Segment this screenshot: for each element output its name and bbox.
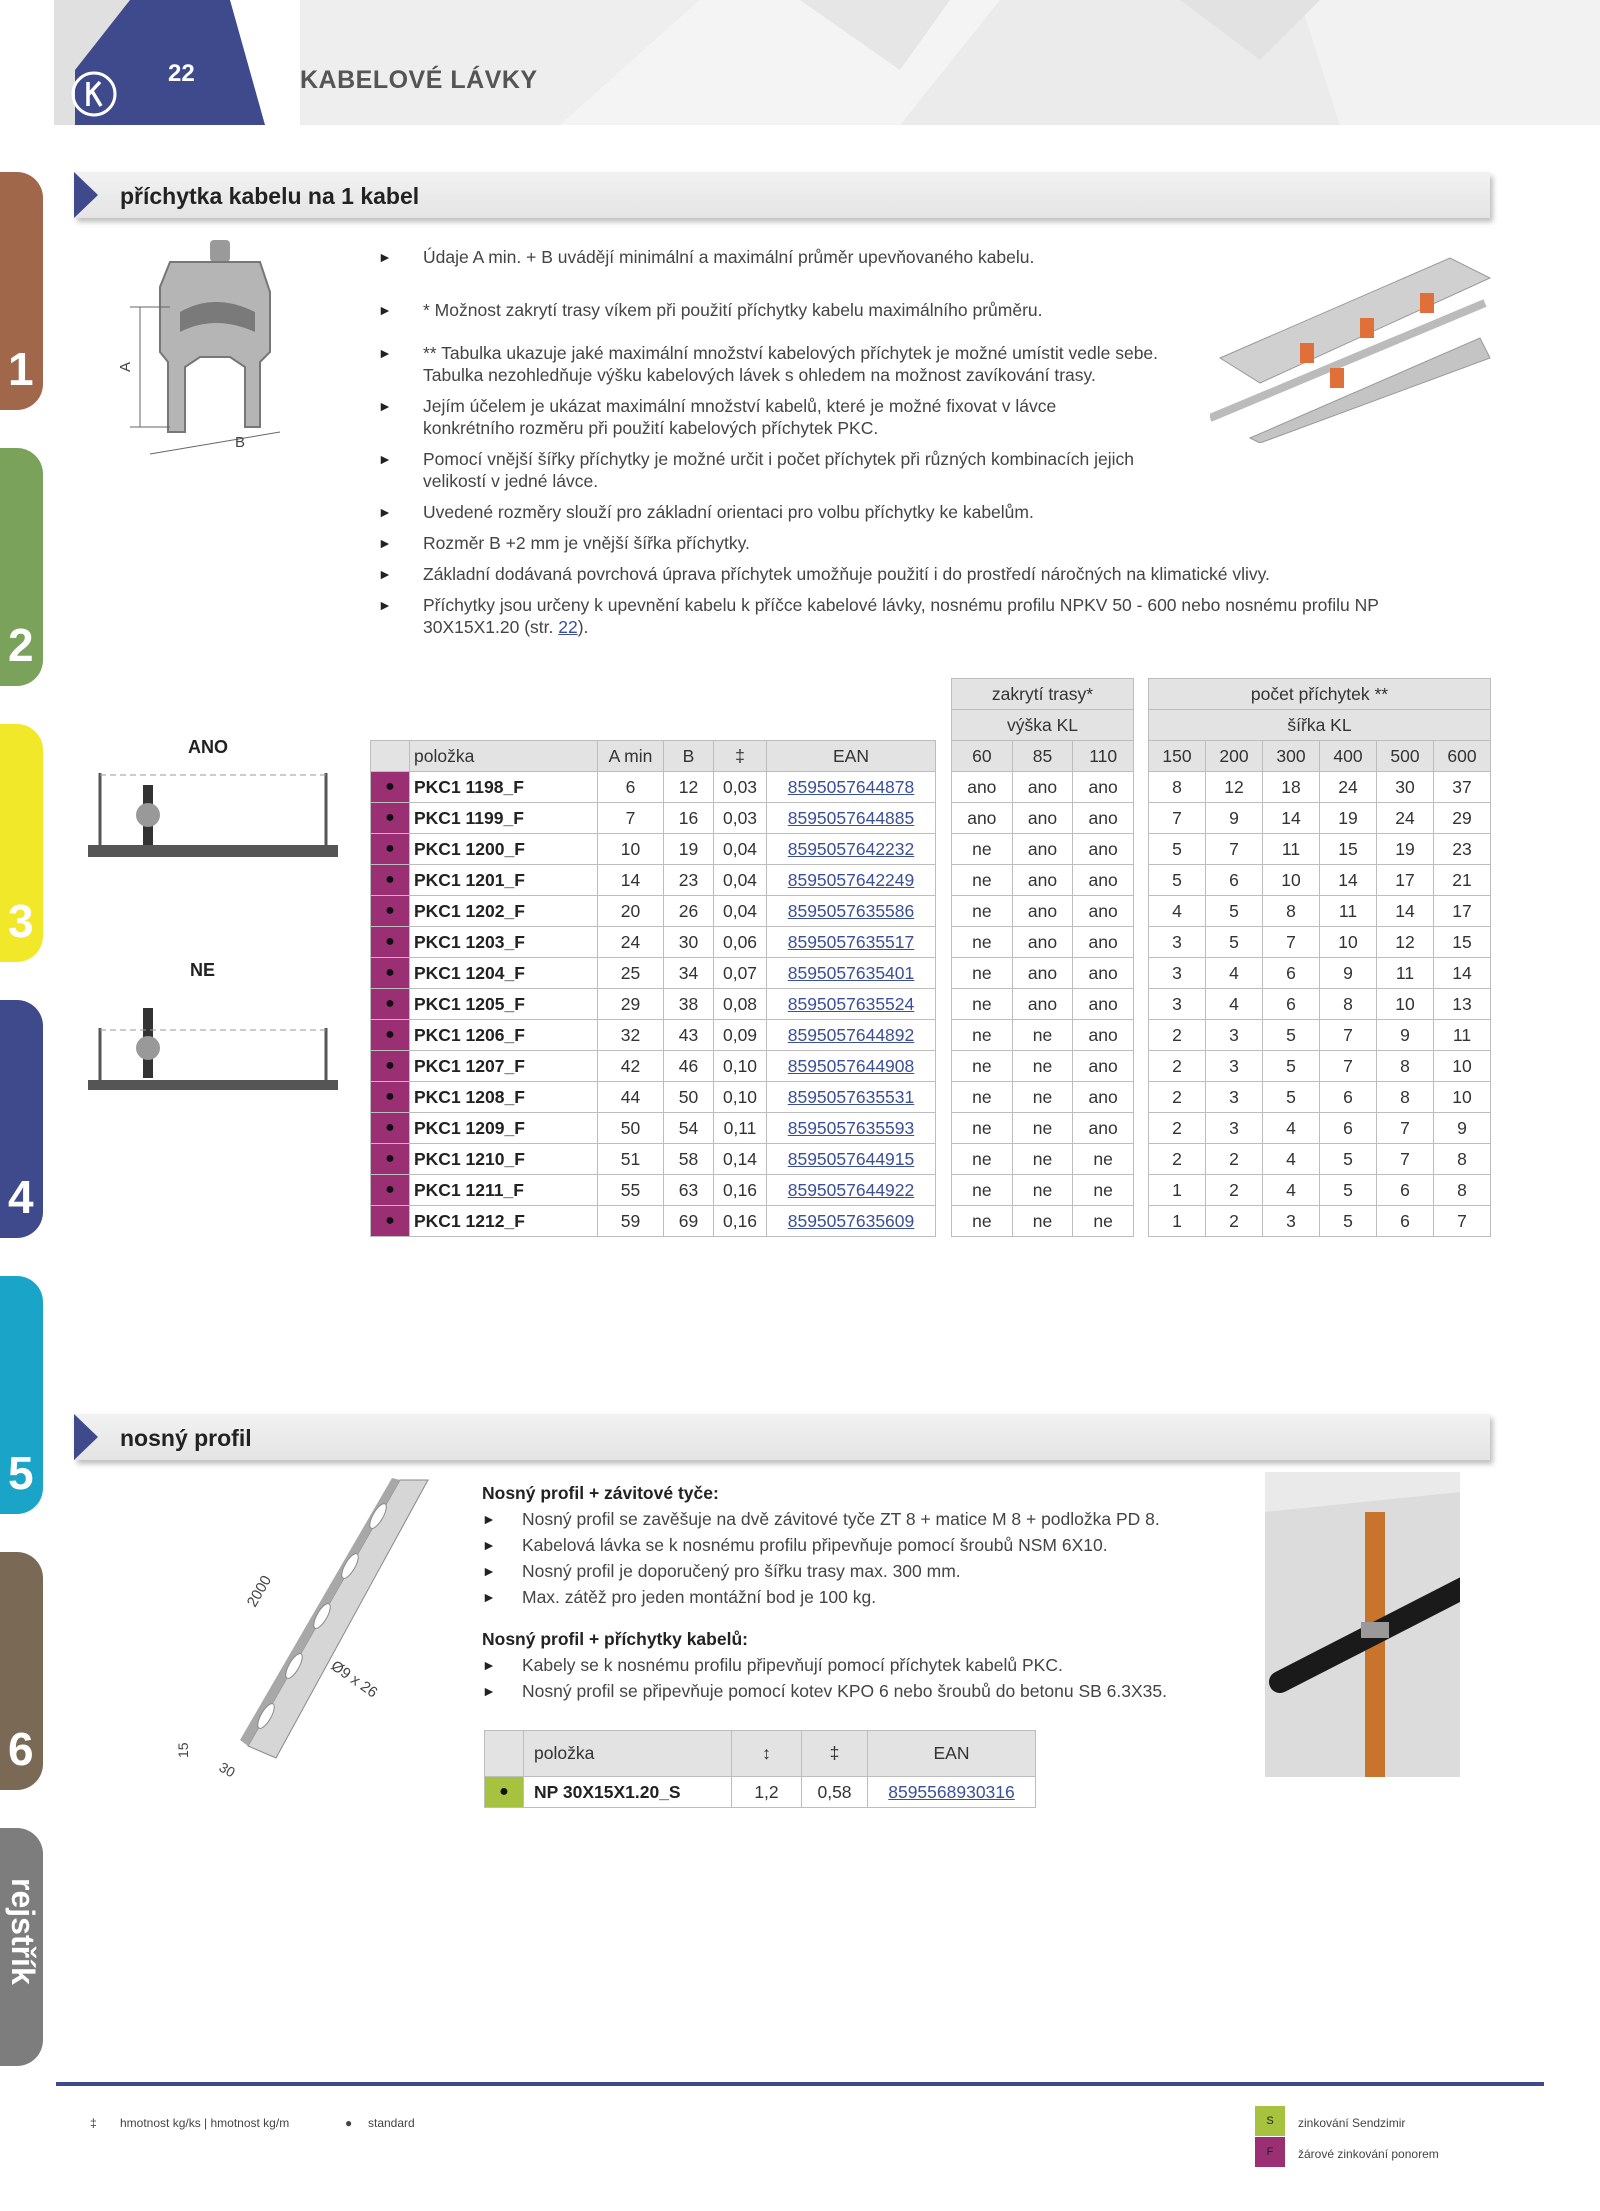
table-row: ne ne ano [952,1113,1134,1144]
note-item: ► Kabely se k nosnému profilu připevňují pomocí příchytek kabelů PKC. [482,1652,1242,1678]
weight-legend: hmotnost kg/ks | hmotnost kg/m [120,2116,290,2130]
cable-clip-drawing [110,232,290,467]
dim-b-label: B [235,434,246,451]
support-profile-notes [482,1480,1242,1704]
table-row: ● PKC1 1199_F 7 16 0,03 8595057644885 [371,803,936,834]
table-row: 3 4 6 8 10 13 [1149,989,1491,1020]
finish-marker: ● [371,1113,410,1144]
finish-marker: ● [371,1051,410,1082]
table-row: ● PKC1 1209_F 50 54 0,11 8595057635593 [371,1113,936,1144]
col-b: B [664,741,714,772]
note-item: ► Pomocí vnější šířky příchytky je možné určit i počet příchytek při různých kombinacích jejich velikostí v jedné lávce. [378,448,1178,501]
height-60: 60 [952,741,1013,772]
ean-link[interactable]: 8595057635401 [787,962,915,983]
table-row: ● PKC1 1201_F 14 23 0,04 8595057642249 [371,865,936,896]
support-profile-drawing [160,1478,440,1788]
table-row: ● PKC1 1208_F 44 50 0,10 8595057635531 [371,1082,936,1113]
section-header-support-profile [74,1414,1490,1460]
section-title: příchytka kabelu na 1 kabel [120,183,420,209]
col-ean: EAN [868,1731,1036,1777]
finish-marker: ● [371,896,410,927]
note-item: ► Údaje A min. + B uvádějí minimální a maximální průměr upevňovaného kabelu. [378,246,1438,299]
page-title: KABELOVÉ LÁVKY [300,66,538,94]
table-row: ne ne ne [952,1175,1134,1206]
ean-link[interactable]: 8595057635586 [787,900,915,921]
finish-marker: ● [371,772,410,803]
cover-header: zakrytí trasy* [952,679,1134,710]
finish-marker: ● [371,1082,410,1113]
legend-f-swatch: F [1255,2137,1285,2167]
profile-product-table [484,1730,1036,1808]
ean-link[interactable]: 8595057642232 [787,838,915,859]
table-row: 8 12 18 24 30 37 [1149,772,1491,803]
col-length: ↕ [732,1731,802,1777]
table-row: 5 7 11 15 19 23 [1149,834,1491,865]
label-yes: ANO [188,737,228,757]
dim-length: 2000 [243,1572,276,1610]
table-row: 7 9 14 19 24 29 [1149,803,1491,834]
table-row: ● PKC1 1207_F 42 46 0,10 8595057644908 [371,1051,936,1082]
width-150: 150 [1149,741,1206,772]
note-item: ► * Možnost zakrytí trasy víkem při použití příchytky kabelu maximálního průměru. [378,299,1438,342]
ean-link[interactable]: 8595057635517 [787,931,915,952]
col-weight: ‡ [802,1731,868,1777]
height-header: výška KL [952,710,1134,741]
table-row: ano ano ano [952,772,1134,803]
table-row: ne ano ano [952,958,1134,989]
table-row: 5 6 10 14 17 21 [1149,865,1491,896]
table-row: 2 2 4 5 7 8 [1149,1144,1491,1175]
count-header: počet příchytek ** [1149,679,1491,710]
finish-marker: ● [371,834,410,865]
table-row: ● PKC1 1212_F 59 69 0,16 8595057635609 [371,1206,936,1237]
ean-link[interactable]: 8595057644878 [787,776,915,797]
ean-link[interactable]: 8595057635593 [787,1117,915,1138]
height-110: 110 [1073,741,1134,772]
table-row: ● NP 30X15X1.20_S 1,2 0,58 8595568930316 [485,1777,1036,1808]
finish-marker: ● [371,1020,410,1051]
ean-link[interactable]: 8595057644915 [787,1148,915,1169]
table-row: ● PKC1 1198_F 6 12 0,03 8595057644878 [371,772,936,803]
note-item: ► Rozměr B +2 mm je vnější šířka příchytky. [378,532,1438,563]
weight-symbol: ‡ [90,2116,97,2130]
table-row: ne ne ne [952,1144,1134,1175]
table-row: ● PKC1 1206_F 32 43 0,09 8595057644892 [371,1020,936,1051]
dim-width: 30 [216,1758,238,1781]
table-row: ano ano ano [952,803,1134,834]
ean-link[interactable]: 8595057644908 [787,1055,915,1076]
table-row: ● PKC1 1211_F 55 63 0,16 8595057644922 [371,1175,936,1206]
table-row: 1 2 3 5 6 7 [1149,1206,1491,1237]
note-item: ► Základní dodávaná povrchová úprava příchytek umožňuje použití i do prostředí náročných na klimatické vlivy. [378,563,1438,594]
note-item: ► Příchytky jsou určeny k upevnění kabelu k příčce kabelové lávky, nosnému profilu NPKV 50 - 600 nebo nosnému profilu NP 30X15X1.20 (str. 22). [378,594,1438,638]
note-item: ► Kabelová lávka se k nosnému profilu připevňuje pomocí šroubů NSM 6X10. [482,1532,1242,1558]
table-row: ne ne ano [952,1082,1134,1113]
footer-divider [56,2082,1544,2086]
table-row: 3 4 6 9 11 14 [1149,958,1491,989]
width-header: šířka KL [1149,710,1491,741]
side-tab-4[interactable]: 4 [0,1000,43,1238]
table-row: 1 2 4 5 6 8 [1149,1175,1491,1206]
note-item: ► Nosný profil se připevňuje pomocí kotev KPO 6 nebo šroubů do betonu SB 6.3X35. [482,1678,1242,1704]
ean-link[interactable]: 8595057635609 [787,1210,915,1231]
finish-marker: ● [371,803,410,834]
dim-hole: Ø9 x 26 [327,1657,381,1702]
table-row: ne ne ano [952,1020,1134,1051]
col-ean: EAN [767,741,936,772]
cover-table [951,678,1134,1237]
table-row: ne ne ne [952,1206,1134,1237]
ean-link[interactable]: 8595057644922 [787,1179,915,1200]
page-header [0,0,1600,125]
table-row: ● PKC1 1204_F 25 34 0,07 8595057635401 [371,958,936,989]
table-row: ne ano ano [952,989,1134,1020]
side-tab-index[interactable]: rejstřík [0,1828,43,2066]
group1-title: Nosný profil + závitové tyče: [482,1483,719,1503]
dim-a-label: A [117,361,134,372]
legend-s-swatch: S [1255,2106,1285,2136]
table-row: ● PKC1 1202_F 20 26 0,04 8595057635586 [371,896,936,927]
note-item: ► Max. zátěž pro jeden montážní bod je 100 kg. [482,1584,1242,1610]
finish-marker: ● [371,865,410,896]
clip-product-table [370,740,936,1237]
page-number: 22 [168,60,195,87]
table-row: 2 3 5 7 9 11 [1149,1020,1491,1051]
installation-photo [1265,1472,1460,1777]
ean-link[interactable]: 8595057644885 [787,807,915,828]
side-tab-6[interactable]: 6 [0,1552,43,1790]
note-item: ► Jejím účelem je ukázat maximální množství kabelů, které je možné fixovat v lávce konkrétního rozměru při použití kabelových příchytek PKC. [378,395,1138,448]
col-amin: A min [598,741,664,772]
section-header-cable-clip [74,172,1490,218]
ean-link[interactable]: 8595057635531 [787,1086,915,1107]
ean-link[interactable]: 8595057635524 [787,993,915,1014]
section-title: nosný profil [120,1425,252,1451]
finish-marker: ● [371,1144,410,1175]
height-85: 85 [1012,741,1073,772]
legend-f-text: žárové zinkování ponorem [1298,2147,1439,2161]
finish-marker: ● [371,958,410,989]
table-row: ne ne ano [952,1051,1134,1082]
tray-section-yes [88,765,338,875]
table-row: ● PKC1 1203_F 24 30 0,06 8595057635517 [371,927,936,958]
note-item: ► ** Tabulka ukazuje jaké maximální množství kabelových příchytek je možné umístit vedle sebe. Tabulka nezohledňuje výšku kabelových lávek s ohledem na možnost zavíkování trasy. [378,342,1198,395]
note-item: ► Nosný profil se zavěšuje na dvě závitové tyče ZT 8 + matice M 8 + podložka PD 8. [482,1506,1242,1532]
count-table [1148,678,1491,1237]
table-row: 3 5 7 10 12 15 [1149,927,1491,958]
ean-link[interactable]: 8595057642249 [787,869,915,890]
finish-marker: ● [371,927,410,958]
table-row: ne ano ano [952,927,1134,958]
cable-clip-notes [378,246,1438,638]
standard-legend: standard [368,2116,415,2130]
col-item: položka [410,741,598,772]
width-400: 400 [1320,741,1377,772]
finish-marker: ● [371,1175,410,1206]
side-tab-2[interactable]: 2 [0,448,43,686]
table-row: 2 3 4 6 7 9 [1149,1113,1491,1144]
width-200: 200 [1206,741,1263,772]
side-tab-5[interactable]: 5 [0,1276,43,1514]
dim-height: 15 [175,1742,191,1758]
note-item: ► Uvedené rozměry slouží pro základní orientaci pro volbu příchytky ke kabelům. [378,501,1438,532]
page-link[interactable]: 22 [558,617,578,637]
width-500: 500 [1377,741,1434,772]
table-row: ● PKC1 1200_F 10 19 0,04 8595057642232 [371,834,936,865]
table-row: 2 3 5 6 8 10 [1149,1082,1491,1113]
table-row: ne ano ano [952,865,1134,896]
table-row: ● PKC1 1205_F 29 38 0,08 8595057635524 [371,989,936,1020]
col-item: položka [524,1731,732,1777]
company-logo [70,70,118,118]
table-row: ● PKC1 1210_F 51 58 0,14 8595057644915 [371,1144,936,1175]
width-600: 600 [1434,741,1491,772]
group2-title: Nosný profil + příchytky kabelů: [482,1629,748,1649]
side-tab-1[interactable]: 1 [0,172,43,410]
table-row: 2 3 5 7 8 10 [1149,1051,1491,1082]
note-item: ► Nosný profil je doporučený pro šířku trasy max. 300 mm. [482,1558,1242,1584]
label-no: NE [190,960,216,980]
ean-link[interactable]: 8595057644892 [787,1024,915,1045]
col-weight: ‡ [714,741,767,772]
ean-link[interactable]: 8595568930316 [888,1781,1015,1802]
side-tab-3[interactable]: 3 [0,724,43,962]
standard-symbol: ● [345,2116,353,2130]
table-row: ne ano ano [952,834,1134,865]
finish-marker: ● [371,989,410,1020]
width-300: 300 [1263,741,1320,772]
legend-s-text: zinkování Sendzimir [1298,2116,1406,2130]
table-row: 4 5 8 11 14 17 [1149,896,1491,927]
table-row: ne ano ano [952,896,1134,927]
finish-marker: ● [371,1206,410,1237]
header-background [0,0,1600,125]
tray-section-no [88,1008,338,1108]
